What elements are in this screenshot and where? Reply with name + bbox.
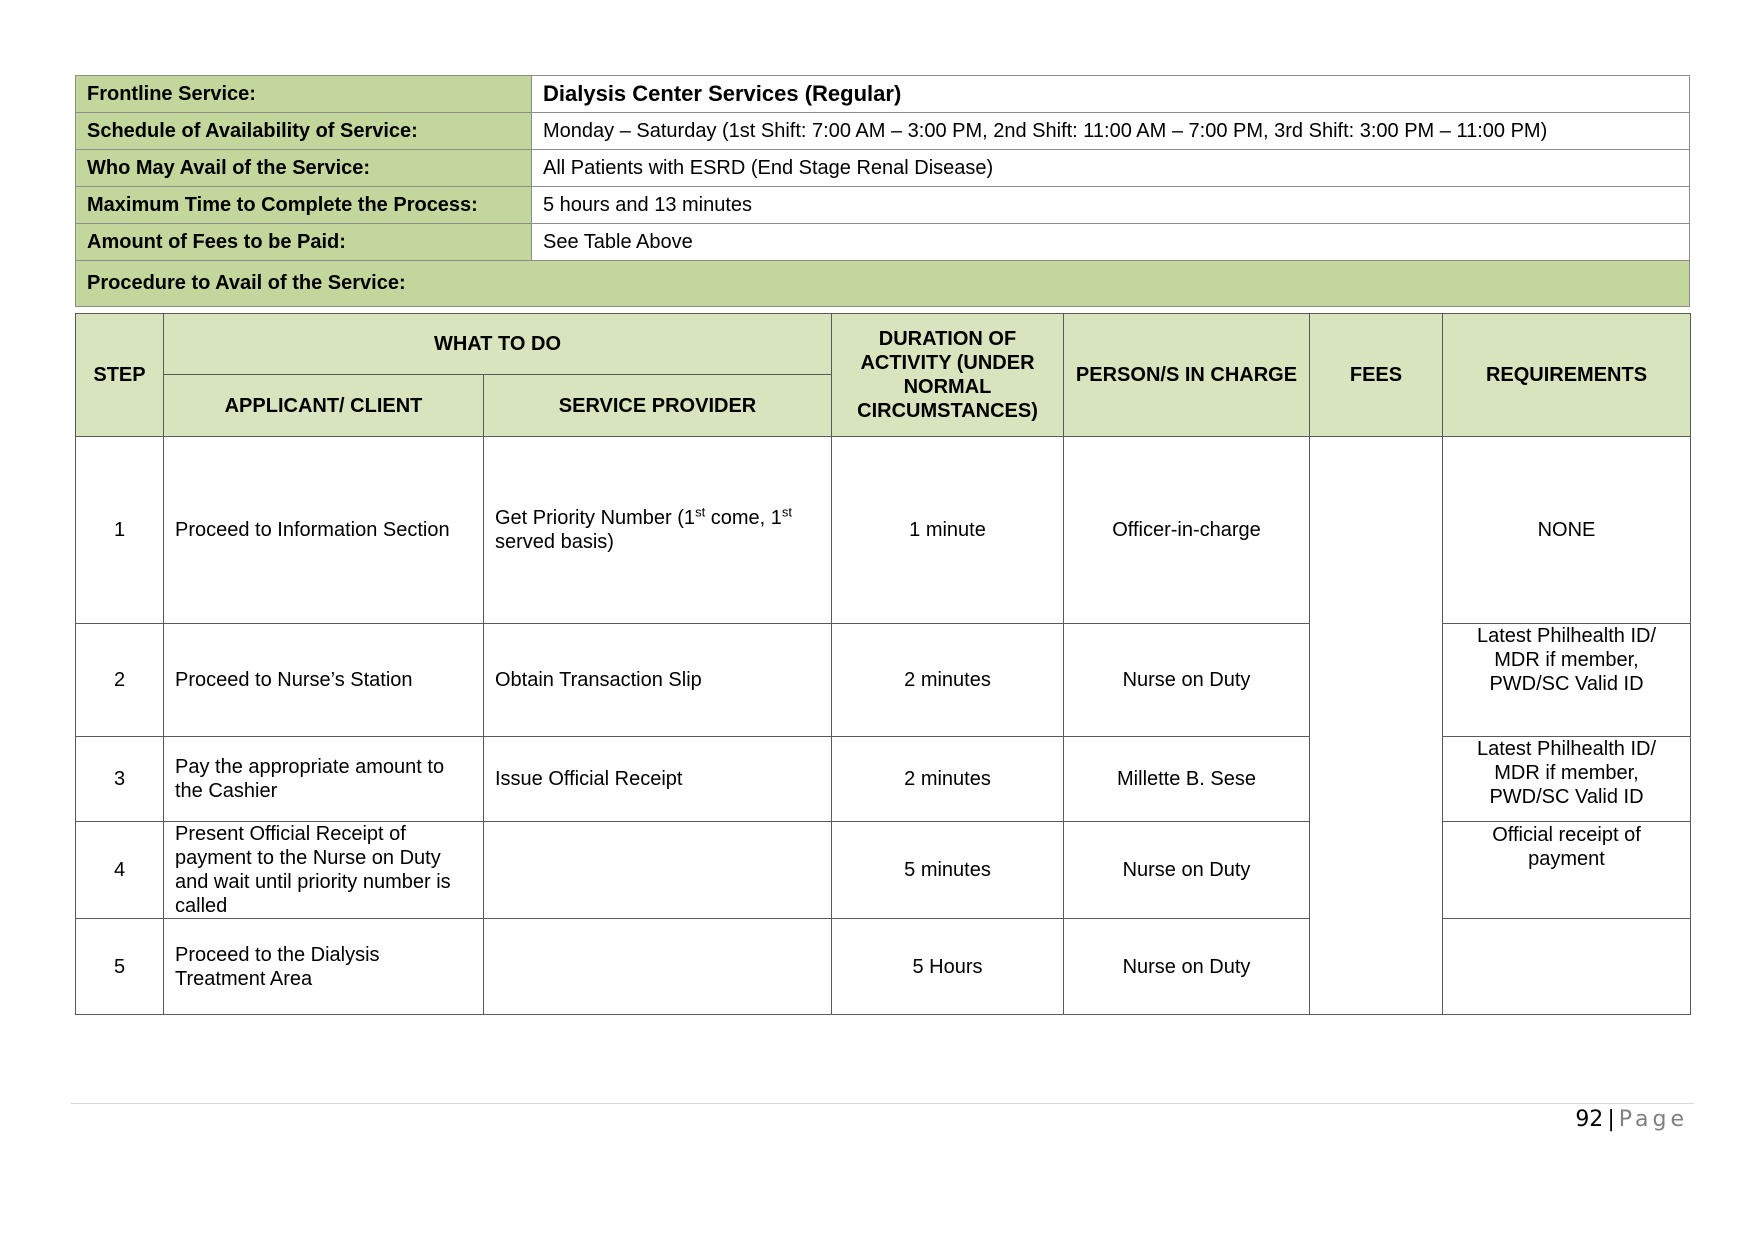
provider-action: Obtain Transaction Slip	[484, 624, 832, 737]
provider-text: Get Priority Number (1	[495, 507, 696, 529]
footer-divider	[71, 1103, 1694, 1104]
header-row-1	[76, 314, 1691, 375]
page-separator: |	[1607, 1107, 1615, 1132]
provider-text: served basis)	[495, 531, 614, 553]
header-requirements: REQUIREMENTS	[1443, 314, 1691, 437]
applicant-action: Pay the appropriate amount to the Cashier	[164, 737, 484, 822]
person-in-charge: Nurse on Duty	[1064, 624, 1310, 737]
schedule-row	[76, 113, 1690, 150]
applicant-action: Present Official Receipt of payment to the Nurse on Duty and wait until priority number is called	[164, 822, 484, 919]
duration: 2 minutes	[832, 624, 1064, 737]
max-time-row	[76, 187, 1690, 224]
person-in-charge: Millette B. Sese	[1064, 737, 1310, 822]
step-number: 1	[76, 437, 164, 624]
table-row	[76, 919, 1691, 1015]
requirements: Official receipt of payment	[1443, 822, 1691, 919]
provider-action: Issue Official Receipt	[484, 737, 832, 822]
table-row	[76, 624, 1691, 737]
fees-label: Amount of Fees to be Paid:	[76, 224, 532, 261]
service-info-table	[75, 75, 1690, 307]
applicant-action: Proceed to the Dialysis Treatment Area	[164, 919, 484, 1015]
procedure-label: Procedure to Avail of the Service:	[76, 261, 1690, 307]
fees-row	[76, 224, 1690, 261]
superscript: st	[695, 504, 706, 520]
header-step: STEP	[76, 314, 164, 437]
frontline-row	[76, 76, 1690, 113]
frontline-label: Frontline Service:	[76, 76, 532, 113]
page-number: 92	[1575, 1107, 1604, 1132]
procedure-row	[76, 261, 1690, 307]
fees-cell	[1310, 437, 1443, 1015]
person-in-charge: Nurse on Duty	[1064, 919, 1310, 1015]
requirements: Latest Philhealth ID/ MDR if member, PWD/SC Valid ID	[1443, 737, 1691, 822]
page-word: Page	[1618, 1107, 1688, 1132]
applicant-action: Proceed to Information Section	[164, 437, 484, 624]
header-what-to-do: WHAT TO DO	[164, 314, 832, 375]
fees-value: See Table Above	[532, 224, 1690, 261]
requirements	[1443, 919, 1691, 1015]
schedule-value: Monday – Saturday (1st Shift: 7:00 AM – 3:00 PM, 2nd Shift: 11:00 AM – 7:00 PM, 3rd Shift: 3:00 PM – 11:00 PM)	[532, 113, 1690, 150]
duration: 5 minutes	[832, 822, 1064, 919]
table-row	[76, 737, 1691, 822]
header-provider: SERVICE PROVIDER	[484, 375, 832, 437]
step-number: 5	[76, 919, 164, 1015]
provider-text: come, 1	[705, 507, 782, 529]
step-number: 4	[76, 822, 164, 919]
table-row	[76, 437, 1691, 624]
duration: 1 minute	[832, 437, 1064, 624]
provider-action	[484, 437, 832, 624]
who-value: All Patients with ESRD (End Stage Renal Disease)	[532, 150, 1690, 187]
superscript: st	[781, 504, 793, 520]
header-fees: FEES	[1310, 314, 1443, 437]
frontline-value: Dialysis Center Services (Regular)	[532, 76, 1690, 113]
provider-action	[484, 822, 832, 919]
who-label: Who May Avail of the Service:	[76, 150, 532, 187]
max-time-value: 5 hours and 13 minutes	[532, 187, 1690, 224]
duration: 2 minutes	[832, 737, 1064, 822]
header-duration: DURATION OF ACTIVITY (UNDER NORMAL CIRCUMSTANCES)	[832, 314, 1064, 437]
duration: 5 Hours	[832, 919, 1064, 1015]
person-in-charge: Nurse on Duty	[1064, 822, 1310, 919]
requirements: NONE	[1443, 437, 1691, 624]
procedure-table	[75, 313, 1691, 1015]
step-number: 2	[76, 624, 164, 737]
table-row	[76, 822, 1691, 919]
page-footer	[1575, 1107, 1688, 1132]
provider-action	[484, 919, 832, 1015]
header-applicant: APPLICANT/ CLIENT	[164, 375, 484, 437]
max-time-label: Maximum Time to Complete the Process:	[76, 187, 532, 224]
who-row	[76, 150, 1690, 187]
step-number: 3	[76, 737, 164, 822]
applicant-action: Proceed to Nurse’s Station	[164, 624, 484, 737]
person-in-charge: Officer-in-charge	[1064, 437, 1310, 624]
schedule-label: Schedule of Availability of Service:	[76, 113, 532, 150]
header-person: PERSON/S IN CHARGE	[1064, 314, 1310, 437]
requirements: Latest Philhealth ID/ MDR if member, PWD/SC Valid ID	[1443, 624, 1691, 737]
